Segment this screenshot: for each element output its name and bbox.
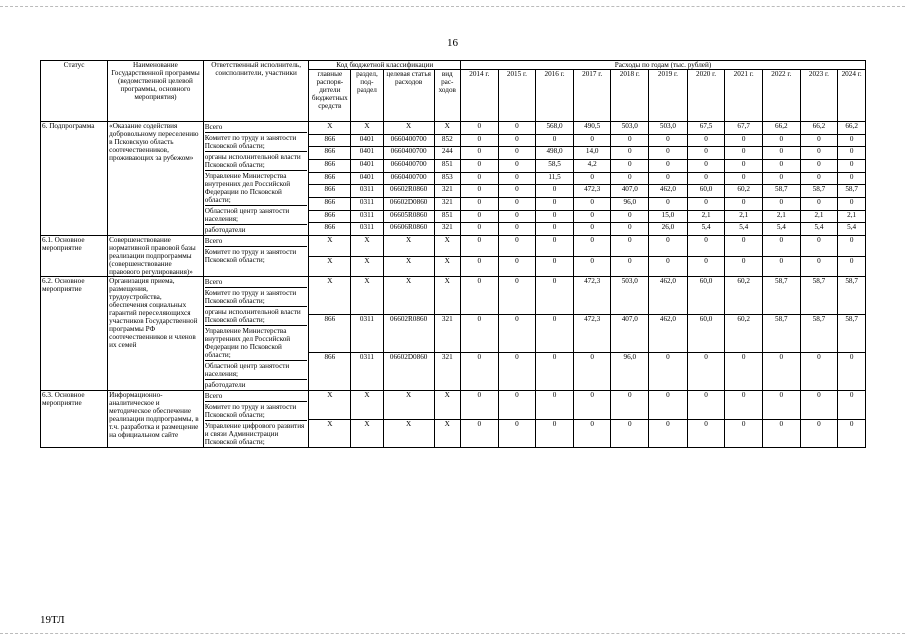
expense-value-cell: 0 (611, 419, 649, 448)
expense-value-cell: 0 (725, 419, 763, 448)
expense-value-cell: 0 (460, 223, 498, 236)
expense-value-cell: 0 (649, 391, 688, 420)
responsible-entry: Комитет по труду и занятости Псковской области; (204, 248, 297, 264)
expense-value-cell: 0 (498, 277, 536, 315)
expense-value-cell: 0 (611, 210, 649, 223)
budget-code-cell: 866 (309, 134, 351, 147)
budget-code-cell: 0311 (351, 197, 384, 210)
expense-value-cell: 0 (763, 353, 801, 391)
expense-value-cell: 0 (536, 391, 574, 420)
expense-value-cell: 0 (800, 147, 838, 160)
expense-value-cell: 0 (460, 236, 498, 257)
responsible-entry: Комитет по труду и занятости Псковской области; (205, 288, 308, 307)
expense-value-cell: 0 (725, 134, 763, 147)
table-row (41, 122, 866, 135)
expense-value-cell: 0 (460, 122, 498, 135)
expense-value-cell: 0 (763, 147, 801, 160)
expense-value-cell: 0 (460, 159, 498, 172)
expense-value-cell: 0 (460, 197, 498, 210)
expense-value-cell: 66,2 (838, 122, 866, 135)
expense-value-cell: 0 (838, 353, 866, 391)
expense-value-cell: 66,2 (763, 122, 801, 135)
expense-value-cell: 0 (498, 185, 536, 198)
expense-value-cell: 0 (800, 197, 838, 210)
expense-value-cell: 0 (498, 256, 536, 277)
expense-value-cell: 0 (611, 134, 649, 147)
budget-code-cell: 0660400700 (383, 159, 434, 172)
expense-value-cell: 0 (573, 236, 611, 257)
expense-value-cell: 0 (460, 419, 498, 448)
responsible-entry: Всего (205, 277, 308, 288)
status-cell: 6.2. Основное мероприятие (41, 277, 108, 391)
budget-code-cell: X (434, 391, 460, 420)
expense-value-cell: 58,7 (800, 277, 838, 315)
budget-code-cell: X (434, 256, 460, 277)
expense-value-cell: 0 (838, 391, 866, 420)
expense-value-cell: 0 (536, 353, 574, 391)
expense-value-cell: 0 (725, 391, 763, 420)
expense-value-cell: 0 (725, 159, 763, 172)
expense-value-cell: 0 (649, 159, 688, 172)
budget-code-cell: 866 (309, 315, 351, 353)
expense-value-cell: 0 (498, 197, 536, 210)
budget-code-cell: 866 (309, 147, 351, 160)
expense-value-cell: 0 (763, 419, 801, 448)
expense-value-cell: 0 (763, 159, 801, 172)
responsible-cell (203, 277, 309, 391)
responsible-entry: органы исполнительной власти Псковской области; (205, 307, 308, 326)
expense-value-cell: 0 (573, 134, 611, 147)
expense-value-cell: 0 (460, 134, 498, 147)
budget-code-cell: 866 (309, 223, 351, 236)
expense-value-cell: 0 (536, 210, 574, 223)
budget-code-cell: X (351, 391, 384, 420)
expense-value-cell: 96,0 (611, 197, 649, 210)
expense-value-cell: 0 (498, 122, 536, 135)
expense-value-cell: 14,0 (573, 147, 611, 160)
expense-value-cell: 0 (611, 159, 649, 172)
expense-value-cell: 0 (800, 419, 838, 448)
expense-value-cell: 0 (536, 256, 574, 277)
expense-value-cell: 0 (687, 134, 725, 147)
header-year-2014: 2014 г. (460, 70, 498, 122)
expense-value-cell: 0 (800, 172, 838, 185)
status-cell: 6.3. Основное мероприятие (41, 391, 108, 448)
budget-code-cell: 866 (309, 197, 351, 210)
expense-value-cell: 407,0 (611, 315, 649, 353)
responsible-entry: Всего (205, 236, 308, 247)
budget-code-cell: 0311 (351, 315, 384, 353)
expense-value-cell: 0 (687, 353, 725, 391)
program-name-cell: «Оказание содействия добровольному переселению в Псковскую область соотечественников, проживающих за рубежом» (108, 122, 204, 236)
expense-value-cell: 0 (763, 236, 801, 257)
expense-value-cell: 0 (649, 419, 688, 448)
budget-code-cell: X (383, 236, 434, 257)
header-year-2021: 2021 г. (725, 70, 763, 122)
expense-value-cell: 0 (611, 236, 649, 257)
budget-code-cell: X (383, 122, 434, 135)
budget-code-cell: X (309, 256, 351, 277)
budget-code-cell: X (309, 236, 351, 257)
expense-value-cell: 498,0 (536, 147, 574, 160)
program-name-cell: Информационно-аналитическое и методическое обеспечение реализации подпрограммы, в т.ч. разработка и размещение на официальном сайте (108, 391, 204, 448)
header-type: вид рас-ходов (434, 70, 460, 122)
expense-value-cell: 0 (573, 256, 611, 277)
expense-value-cell: 0 (498, 223, 536, 236)
budget-code-cell: X (383, 391, 434, 420)
expense-value-cell: 0 (838, 134, 866, 147)
expense-value-cell: 0 (460, 391, 498, 420)
responsible-cell (203, 391, 309, 448)
expense-value-cell: 0 (498, 159, 536, 172)
expense-value-cell: 58,7 (800, 315, 838, 353)
responsible-entry: Комитет по труду и занятости Псковской области; (205, 133, 308, 152)
expense-value-cell: 0 (498, 134, 536, 147)
budget-code-cell: X (434, 277, 460, 315)
budget-code-cell: X (309, 391, 351, 420)
budget-code-cell: 866 (309, 172, 351, 185)
expense-value-cell: 0 (498, 172, 536, 185)
budget-code-cell: 0401 (351, 147, 384, 160)
header-year-2024: 2024 г. (838, 70, 866, 122)
responsible-entry: Областной центр занятости населения; (205, 206, 308, 225)
expense-value-cell: 0 (800, 353, 838, 391)
expense-value-cell: 0 (763, 256, 801, 277)
header-year-2015: 2015 г. (498, 70, 536, 122)
budget-code-cell: 0311 (351, 223, 384, 236)
expense-value-cell: 0 (536, 197, 574, 210)
expense-value-cell: 0 (573, 197, 611, 210)
budget-code-cell: 0401 (351, 159, 384, 172)
expense-value-cell: 0 (838, 419, 866, 448)
budget-code-cell: 321 (434, 315, 460, 353)
expense-value-cell: 0 (838, 256, 866, 277)
expense-value-cell: 0 (687, 256, 725, 277)
expense-value-cell: 0 (687, 391, 725, 420)
expense-value-cell: 4,2 (573, 159, 611, 172)
expense-value-cell: 0 (725, 256, 763, 277)
expense-value-cell: 462,0 (649, 277, 688, 315)
expense-value-cell: 0 (763, 134, 801, 147)
budget-code-cell: X (434, 122, 460, 135)
expense-value-cell: 0 (725, 353, 763, 391)
expense-value-cell: 472,3 (573, 277, 611, 315)
budget-code-cell: X (351, 277, 384, 315)
budget-code-cell: X (383, 419, 434, 448)
expense-value-cell: 0 (800, 236, 838, 257)
budget-code-cell: 851 (434, 210, 460, 223)
expense-value-cell: 0 (649, 134, 688, 147)
expense-value-cell: 60,0 (687, 277, 725, 315)
bottom-edge-line (0, 633, 905, 634)
budget-code-cell: 0660400700 (383, 147, 434, 160)
budget-code-cell: 866 (309, 159, 351, 172)
responsible-cell (203, 122, 309, 236)
responsible-entry: Областной центр занятости населения; (205, 361, 308, 380)
expense-value-cell: 0 (460, 210, 498, 223)
budget-code-cell: 06605R0860 (383, 210, 434, 223)
expense-value-cell: 60,0 (687, 185, 725, 198)
expense-value-cell: 0 (725, 197, 763, 210)
status-cell: 6.1. Основное мероприятие (41, 236, 108, 277)
budget-code-cell: X (309, 122, 351, 135)
expense-value-cell: 0 (460, 256, 498, 277)
expense-value-cell: 0 (536, 223, 574, 236)
expense-value-cell: 67,5 (687, 122, 725, 135)
top-edge-line (0, 6, 905, 7)
budget-code-cell: X (434, 236, 460, 257)
expense-value-cell: 0 (536, 277, 574, 315)
budget-code-cell: 06606R0860 (383, 223, 434, 236)
responsible-entry: Управление Министерства внутренних дел Российской Федерации по Псковской области; (205, 171, 308, 206)
budget-code-cell: 321 (434, 353, 460, 391)
expense-value-cell: 0 (838, 236, 866, 257)
responsible-entry: Комитет по труду и занятости Псковской области; (205, 402, 308, 421)
expense-value-cell: 60,0 (687, 315, 725, 353)
expense-value-cell: 58,7 (763, 185, 801, 198)
table-row (41, 277, 866, 315)
expense-value-cell: 0 (573, 223, 611, 236)
program-name-cell: Организация приема, размещения, трудоустройства, обеспечения социальных гарантий переселяющихся участников Государственной программы РФ соотечественников и членов их семей (108, 277, 204, 391)
expense-value-cell: 0 (838, 147, 866, 160)
expense-value-cell: 503,0 (611, 277, 649, 315)
header-grbs: главные распоря-дители бюджетных средств (309, 70, 351, 122)
header-year-2023: 2023 г. (800, 70, 838, 122)
expense-value-cell: 2,1 (725, 210, 763, 223)
header-executor: Ответственный исполнитель, соисполнители, участники (203, 61, 309, 122)
expense-value-cell: 0 (649, 256, 688, 277)
budget-code-cell: 06602R0860 (383, 315, 434, 353)
expense-value-cell: 407,0 (611, 185, 649, 198)
expense-value-cell: 0 (460, 315, 498, 353)
expense-value-cell: 0 (725, 236, 763, 257)
budget-code-cell: X (383, 256, 434, 277)
budget-code-cell: X (309, 277, 351, 315)
header-year-2019: 2019 г. (649, 70, 688, 122)
expense-value-cell: 0 (536, 185, 574, 198)
expense-value-cell: 0 (460, 172, 498, 185)
budget-code-cell: 06602D0860 (383, 197, 434, 210)
expense-value-cell: 5,4 (763, 223, 801, 236)
expense-value-cell: 0 (649, 353, 688, 391)
expense-value-cell: 26,0 (649, 223, 688, 236)
budget-code-cell: X (434, 419, 460, 448)
expense-value-cell: 0 (498, 315, 536, 353)
expense-value-cell: 0 (687, 147, 725, 160)
budget-code-cell: X (351, 419, 384, 448)
budget-code-cell: 321 (434, 197, 460, 210)
expense-value-cell: 503,0 (611, 122, 649, 135)
expense-value-cell: 0 (460, 185, 498, 198)
expense-value-cell: 0 (800, 256, 838, 277)
expense-value-cell: 0 (498, 353, 536, 391)
expense-value-cell: 0 (611, 147, 649, 160)
budget-code-cell: 866 (309, 353, 351, 391)
expense-value-cell: 67,7 (725, 122, 763, 135)
expense-value-cell: 0 (498, 236, 536, 257)
expense-value-cell: 66,2 (800, 122, 838, 135)
expense-value-cell: 0 (763, 172, 801, 185)
budget-code-cell: 06602R0860 (383, 185, 434, 198)
table-row (41, 236, 866, 257)
footer-code: 19ТЛ (40, 614, 65, 626)
header-year-2022: 2022 г. (763, 70, 801, 122)
expense-value-cell: 568,0 (536, 122, 574, 135)
expense-value-cell: 490,5 (573, 122, 611, 135)
expense-value-cell: 2,1 (800, 210, 838, 223)
expense-value-cell: 0 (800, 134, 838, 147)
budget-code-cell: X (351, 256, 384, 277)
responsible-entry: Управление цифрового развития и связи Администрации Псковской области; (204, 422, 305, 446)
expense-value-cell: 0 (649, 236, 688, 257)
expense-value-cell: 5,4 (687, 223, 725, 236)
budget-code-cell: X (351, 236, 384, 257)
expense-value-cell: 58,7 (838, 315, 866, 353)
header-program: Наименование Государственной программы (ведомственной целевой программы, основного мероприятия) (108, 61, 204, 122)
expense-value-cell: 58,7 (838, 185, 866, 198)
expense-value-cell: 0 (687, 419, 725, 448)
responsible-entry: Всего (205, 122, 308, 133)
expense-value-cell: 0 (460, 353, 498, 391)
budget-code-cell: 0401 (351, 172, 384, 185)
expense-value-cell: 0 (573, 391, 611, 420)
status-cell: 6. Подпрограмма (41, 122, 108, 236)
expense-value-cell: 5,4 (725, 223, 763, 236)
expense-value-cell: 0 (649, 147, 688, 160)
budget-code-cell: 851 (434, 159, 460, 172)
expense-value-cell: 5,4 (800, 223, 838, 236)
expense-value-cell: 503,0 (649, 122, 688, 135)
header-expenses: Расходы по годам (тыс. рублей) (460, 61, 865, 70)
budget-code-cell: 0311 (351, 210, 384, 223)
expense-value-cell: 0 (687, 236, 725, 257)
budget-code-cell: 866 (309, 210, 351, 223)
responsible-entry: Всего (205, 391, 308, 402)
expense-value-cell: 0 (573, 419, 611, 448)
expense-value-cell: 0 (498, 419, 536, 448)
expense-value-cell: 0 (687, 172, 725, 185)
expense-value-cell: 0 (649, 197, 688, 210)
header-year-2016: 2016 г. (536, 70, 574, 122)
expense-value-cell: 0 (725, 172, 763, 185)
responsible-cell (203, 236, 309, 277)
budget-code-cell: 852 (434, 134, 460, 147)
header-target: целевая статья расходов (383, 70, 434, 122)
expense-value-cell: 0 (573, 353, 611, 391)
expense-value-cell: 0 (725, 147, 763, 160)
expense-value-cell: 2,1 (763, 210, 801, 223)
budget-table (40, 60, 866, 448)
expense-value-cell: 2,1 (838, 210, 866, 223)
expense-value-cell: 0 (498, 391, 536, 420)
budget-code-cell: 866 (309, 185, 351, 198)
budget-code-cell: 321 (434, 185, 460, 198)
expense-value-cell: 462,0 (649, 185, 688, 198)
expense-value-cell: 2,1 (687, 210, 725, 223)
expense-value-cell: 0 (611, 391, 649, 420)
expense-value-cell: 0 (611, 172, 649, 185)
expense-value-cell: 0 (536, 236, 574, 257)
expense-value-cell: 0 (536, 134, 574, 147)
expense-value-cell: 96,0 (611, 353, 649, 391)
expense-value-cell: 0 (649, 172, 688, 185)
budget-code-cell: 853 (434, 172, 460, 185)
header-year-2020: 2020 г. (687, 70, 725, 122)
budget-code-cell: 06602D0860 (383, 353, 434, 391)
expense-value-cell: 462,0 (649, 315, 688, 353)
table-body (41, 122, 866, 448)
expense-value-cell: 5,4 (838, 223, 866, 236)
expense-value-cell: 0 (800, 391, 838, 420)
responsible-entry: работодатели (204, 381, 246, 389)
expense-value-cell: 0 (498, 210, 536, 223)
expense-value-cell: 0 (838, 172, 866, 185)
responsible-entry: органы исполнительной власти Псковской области; (205, 152, 308, 171)
expense-value-cell: 0 (611, 256, 649, 277)
responsible-entry: Управление Министерства внутренних дел Российской Федерации по Псковской области; (205, 326, 308, 361)
expense-value-cell: 60,2 (725, 277, 763, 315)
header-budget-code: Код бюджетной классификации (309, 61, 461, 70)
expense-value-cell: 58,7 (800, 185, 838, 198)
expense-value-cell: 58,7 (763, 277, 801, 315)
expense-value-cell: 0 (611, 223, 649, 236)
expense-value-cell: 0 (536, 419, 574, 448)
expense-value-cell: 0 (573, 172, 611, 185)
expense-value-cell: 0 (800, 159, 838, 172)
header-year-2017: 2017 г. (573, 70, 611, 122)
expense-value-cell: 0 (763, 391, 801, 420)
expense-value-cell: 0 (763, 197, 801, 210)
expense-value-cell: 0 (687, 159, 725, 172)
budget-code-cell: 244 (434, 147, 460, 160)
page-number: 16 (447, 37, 458, 49)
budget-code-cell: 0401 (351, 134, 384, 147)
budget-code-cell: 0660400700 (383, 134, 434, 147)
expense-value-cell: 0 (460, 147, 498, 160)
budget-code-cell: X (383, 277, 434, 315)
expense-value-cell: 0 (460, 277, 498, 315)
expense-value-cell: 0 (838, 159, 866, 172)
expense-value-cell: 15,0 (649, 210, 688, 223)
expense-value-cell: 0 (536, 315, 574, 353)
budget-code-cell: 321 (434, 223, 460, 236)
expense-value-cell: 60,2 (725, 315, 763, 353)
expense-value-cell: 0 (687, 197, 725, 210)
expense-value-cell: 58,7 (838, 277, 866, 315)
header-year-2018: 2018 г. (611, 70, 649, 122)
table-row (41, 391, 866, 420)
responsible-entry: работодатели (204, 226, 246, 234)
expense-value-cell: 0 (498, 147, 536, 160)
budget-code-cell: X (309, 419, 351, 448)
budget-code-cell: 0660400700 (383, 172, 434, 185)
expense-value-cell: 0 (573, 210, 611, 223)
budget-code-cell: 0311 (351, 353, 384, 391)
expense-value-cell: 60,2 (725, 185, 763, 198)
budget-code-cell: X (351, 122, 384, 135)
expense-value-cell: 58,7 (763, 315, 801, 353)
expense-value-cell: 11,5 (536, 172, 574, 185)
header-status: Статус (41, 61, 108, 122)
expense-value-cell: 472,3 (573, 315, 611, 353)
expense-value-cell: 58,5 (536, 159, 574, 172)
budget-code-cell: 0311 (351, 185, 384, 198)
expense-value-cell: 472,3 (573, 185, 611, 198)
expense-value-cell: 0 (838, 197, 866, 210)
header-section: раздел, под-раздел (351, 70, 384, 122)
program-name-cell: Совершенствование нормативной правовой базы реализации подпрограммы (совершенствование правового регулирования)» (108, 236, 204, 277)
